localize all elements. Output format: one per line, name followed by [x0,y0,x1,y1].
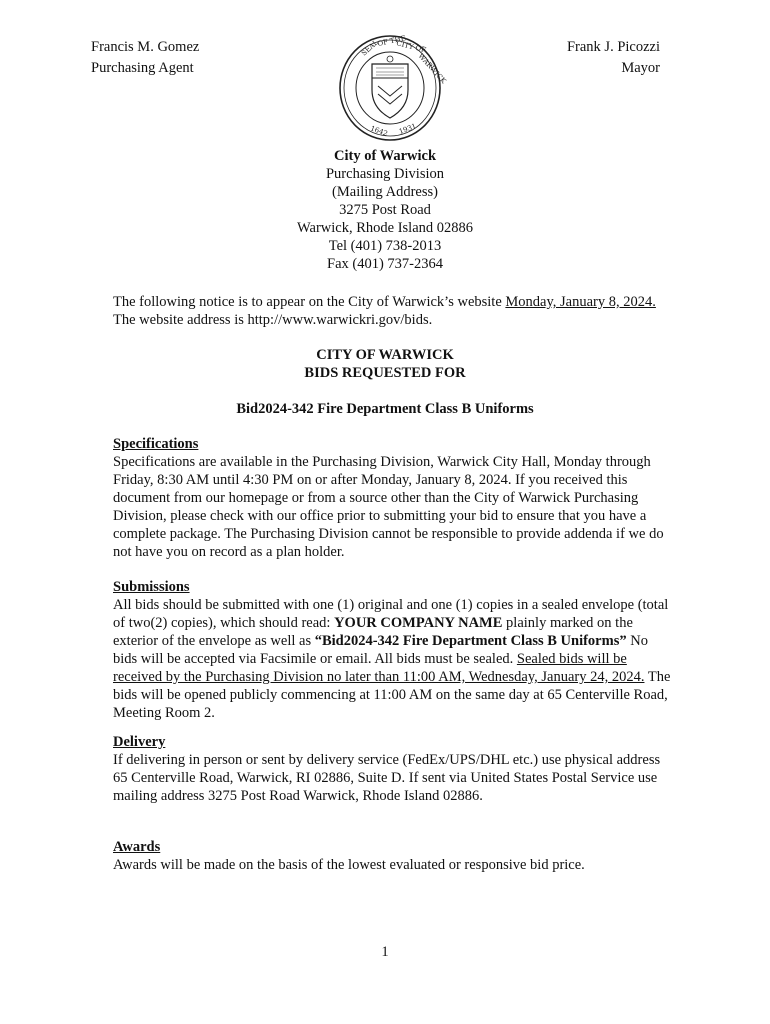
address-block [0,147,770,273]
purchasing-agent-block [91,37,199,79]
svg-text:CITY OF: CITY OF [395,39,427,55]
bid-name: Bid2024-342 Fire Department Class B Uniforms [236,401,534,417]
svg-text:1931: 1931 [397,122,418,136]
specifications-section [113,435,673,561]
submission-deadline: Sealed bids will be received by the Purchasing Division no later than 11:00 AM, Wednesday, January 24, 2024. [113,651,645,685]
notice-paragraph: The following notice is to appear on the City of Warwick’s website Monday, January 8, 2024. The website address is http://www.warwickri.gov/bids. [113,294,656,328]
delivery-section [113,733,673,805]
delivery-heading: Delivery [113,734,166,750]
division-name: Purchasing Division [325,166,444,182]
page-number: 1 [381,944,389,960]
purchasing-agent-name: Francis M. Gomez [91,39,200,55]
svg-text:SEAL: SEAL [359,38,380,58]
notice-date: Monday, January 8, 2024. [505,294,656,310]
title-bids-requested: BIDS REQUESTED FOR [304,365,466,381]
svg-text:WARWICK: WARWICK [416,51,448,86]
delivery-text: If delivering in person or sent by delivery service (FedEx/UPS/DHL etc.) use physical address 65 Centerville Road, Warwick, RI 02886, Suite D. If sent via United States Postal Service use mailing address 3275 Post Road Warwick, Rhode Island 02886. [113,752,661,804]
submissions-text: All bids should be submitted with one (1) original and one (1) copies in a sealed envelope (total of two(2) copies), which should read: YOUR COMPANY NAME plainly marked on the exterior of the envelope as well as “Bid2024-342 Fire Department Class B Uniforms” No bids will be accepted via Facsimile or email. All bids must be sealed. Sealed bids will be received by the Purchasing Division no later than 11:00 AM, Wednesday, January 24, 2024. The bids will be opened publicly commencing at 11:00 AM on the same day at 65 Centerville Road, Meeting Room 2. [113,597,671,721]
submissions-section [113,578,675,722]
mailing-label: (Mailing Address) [332,184,438,200]
specifications-text: Specifications are available in the Purchasing Division, Warwick City Hall, Monday through Friday, 8:30 AM until 4:30 PM on or after Monday, January 8, 2024. If you received this document from our homepage or from a source other than the City of Warwick Purchasing Division, please check with our office prior to submitting your bid to ensure that you have a complete package. The Purchasing Division cannot be responsible to provide addenda if we do not have you on record as a plan holder. [113,454,664,560]
bid-title-block [0,346,770,418]
specifications-heading: Specifications [113,436,199,452]
svg-text:1642: 1642 [369,124,389,138]
fax: Fax (401) 737-2364 [327,256,443,272]
awards-heading: Awards [113,839,161,855]
awards-section [113,838,673,874]
mayor-name: Frank J. Picozzi [566,39,660,55]
submissions-heading: Submissions [113,579,190,595]
telephone: Tel (401) 738-2013 [328,238,442,254]
city-seal-logo [338,34,448,142]
awards-text: Awards will be made on the basis of the lowest evaluated or responsive bid price. [113,857,585,873]
svg-text:OF THE: OF THE [376,34,407,48]
city-name: City of Warwick [333,148,437,164]
street-address: 3275 Post Road [339,202,431,218]
mayor-title: Mayor [621,60,660,76]
purchasing-agent-title: Purchasing Agent [91,60,194,76]
mayor-block [567,37,660,79]
company-name-placeholder: YOUR COMPANY NAME [334,615,503,631]
envelope-bid-name: “Bid2024-342 Fire Department Class B Uniforms” [314,633,627,649]
city-state-zip: Warwick, Rhode Island 02886 [296,220,474,236]
title-city: CITY OF WARWICK [316,347,454,363]
